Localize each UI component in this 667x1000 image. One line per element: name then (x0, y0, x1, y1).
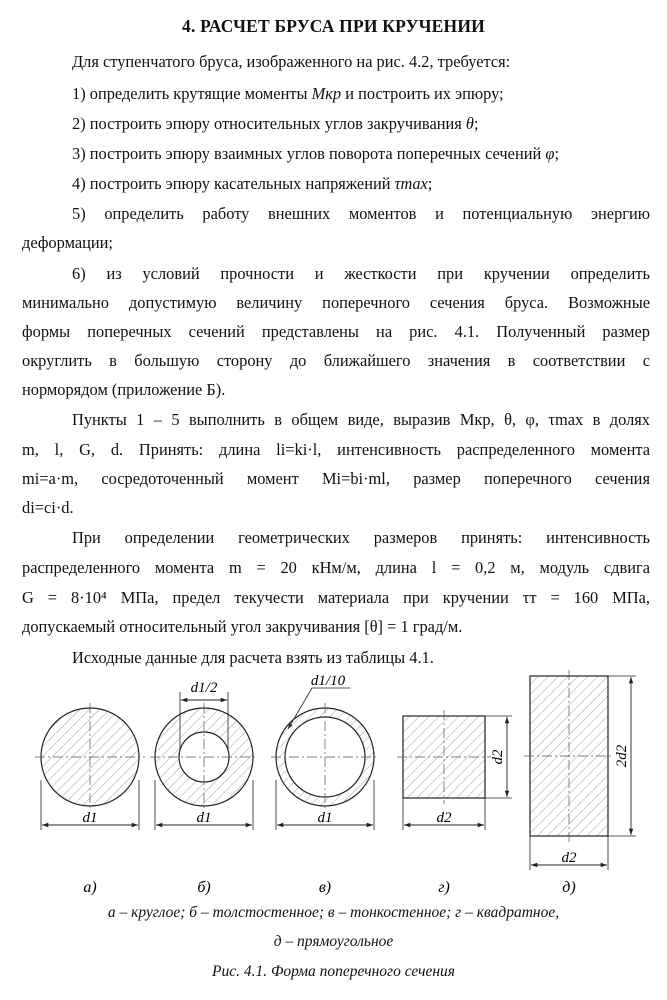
list-item-6-line1: 6) из условий прочности и жесткости при кручении определить (72, 264, 650, 283)
section-a-solid-circle (35, 703, 145, 830)
list-item-6-line3: формы поперечных сечений представлены на рис. 4.1. Полученный размер (22, 322, 650, 341)
dim-d-bottom-d2: d2 (436, 810, 452, 826)
dim-b-d1-half: d1/2 (190, 680, 218, 696)
dim-a-d1: d1 (82, 810, 98, 826)
dim-e-width-d2: d2 (561, 850, 577, 866)
list-item-2: 2) построить эпюру относительных углов закручивания θ; (72, 114, 479, 133)
sublabel-b: б) (197, 879, 211, 896)
section-b-thick-ring (150, 680, 258, 830)
para2-line2: m, l, G, d. Принять: длина li=ki·l, интенсивность распределенного момента (22, 440, 650, 459)
para3-line4: допускаемый относительный угол закручивания [θ] = 1 град/м. (22, 617, 463, 636)
sublabel-c: в) (318, 879, 332, 896)
dim-b-d1: d1 (196, 810, 212, 826)
list-item-6-line5: норморядом (приложение Б). (22, 380, 226, 399)
para4-text: Исходные данные для расчета взять из таблицы 4.1. (72, 648, 434, 667)
sublabel-d: г) (438, 879, 450, 896)
para3-line3: G = 8·10⁴ МПа, предел текучести материала при кручении τт = 160 МПа, (22, 588, 650, 607)
para3-line2: распределенного момента m = 20 кНм/м, длина l = 0,2 м, модуль сдвига (22, 558, 650, 577)
sublabel-a: а) (83, 879, 97, 896)
dim-c-d1-tenth: d1/10 (310, 673, 346, 689)
item-1-symbol: Mкр (311, 84, 342, 103)
para2-line4: di=ci·d. (22, 498, 74, 517)
intro-text: Для ступенчатого бруса, изображенного на рис. 4.2, требуется: (72, 52, 511, 71)
para2-line3: mi=a·m, сосредоточенный момент Mi=bi·ml, размер поперечного сечения (22, 469, 650, 488)
list-item-3: 3) построить эпюру взаимных углов поворота поперечных сечений φ; (72, 144, 559, 163)
list-item-6-line2: минимально допустимую величину поперечного сечения бруса. Возможные (22, 293, 650, 312)
section-c-thin-ring (271, 673, 379, 830)
para2-line1: Пункты 1 – 5 выполнить в общем виде, выразив Mкр, θ, φ, τmax в долях (72, 410, 650, 429)
list-item-5-line1: 5) определить работу внешних моментов и потенциальную энергию (72, 204, 650, 223)
dim-c-d1: d1 (317, 810, 333, 826)
list-item-5-line2: деформации; (22, 233, 113, 252)
dim-d-side-d2: d2 (490, 749, 506, 765)
page-title: 4. РАСЧЕТ БРУСА ПРИ КРУЧЕНИИ (182, 16, 485, 36)
dim-e-height-2d2: 2d2 (614, 744, 630, 768)
section-e-rectangle (524, 670, 636, 870)
list-item-1: 1) определить крутящие моменты Mкр и построить их эпюру; (72, 84, 504, 103)
list-item-4: 4) построить эпюру касательных напряжений τmax; (72, 174, 433, 193)
sublabel-e: д) (562, 879, 576, 896)
figure-caption: Рис. 4.1. Форма поперечного сечения (211, 963, 455, 980)
list-item-6-line4: округлить в большую сторону до ближайшего значения в соответствии с (22, 351, 650, 370)
para3-line1: При определении геометрических размеров принять: интенсивность (72, 528, 650, 547)
section-d-square (397, 710, 512, 830)
figure-legend-line2: д – прямоугольное (273, 933, 394, 950)
figure-legend-line1: а – круглое; б – толстостенное; в – тонкостенное; г – квадратное, (107, 904, 560, 921)
